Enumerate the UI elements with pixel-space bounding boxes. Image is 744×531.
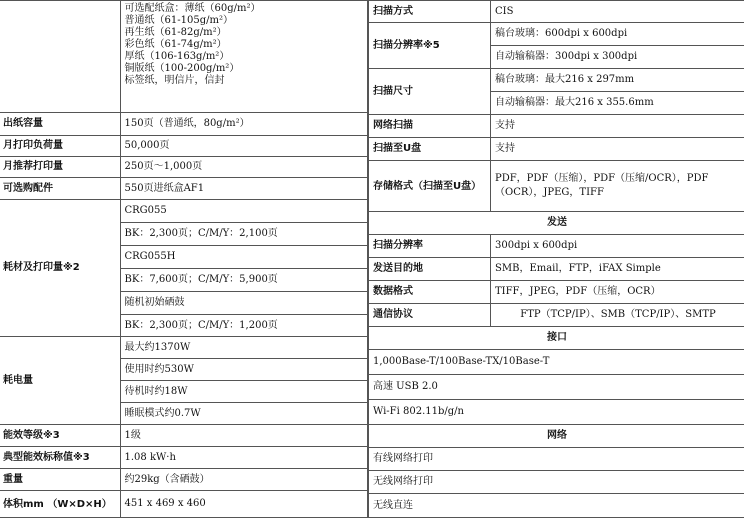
spec-row	[0, 113, 367, 136]
spec-value: PDF，PDF（压缩），PDF（压缩/OCR），PDF（OCR），JPEG，TIFF	[491, 161, 744, 212]
spec-value: 约29kg（含硒鼓）	[120, 469, 367, 491]
spec-value: SMB，Email，FTP，iFAX Simple	[491, 258, 744, 281]
spec-key: 扫描分辨率	[369, 235, 491, 258]
spec-value: 稿台玻璃：最大216 x 297mm	[491, 69, 744, 92]
spec-value: 150页（普通纸，80g/m²）	[120, 113, 367, 136]
spec-row	[369, 115, 744, 138]
spec-value: 最大约1370W	[120, 337, 367, 359]
spec-value: TIFF，JPEG，PDF（压缩，OCR）	[491, 281, 744, 304]
paper-line: 彩色纸（61-74g/m²）	[124, 39, 227, 50]
paper-line: 可选配纸盒：薄纸（60g/m²）	[124, 3, 261, 14]
spec-value: 250页～1,000页	[120, 157, 367, 178]
spec-value: 睡眠模式约0.7W	[120, 403, 367, 425]
spec-key: 体积mm （W×D×H）	[0, 491, 120, 518]
spec-value: 1级	[120, 425, 367, 447]
spec-value: CRG055H	[120, 246, 367, 269]
paper-line: 铜版纸（100-200g/m²）	[124, 63, 240, 74]
spec-key: 出纸容量	[0, 113, 120, 136]
spec-row	[0, 425, 367, 447]
spec-key: 存储格式（扫描至U盘）	[369, 161, 491, 212]
spec-key: 网络扫描	[369, 115, 491, 138]
spec-key: 发送目的地	[369, 258, 491, 281]
spec-row	[369, 161, 744, 212]
spec-row	[369, 235, 744, 258]
section-network	[369, 425, 744, 448]
spec-value: 451 x 469 x 460	[120, 491, 367, 518]
paper-types-cell	[120, 1, 367, 113]
spec-value: 自动输稿器：最大216 x 355.6mm	[491, 92, 744, 115]
spec-value: 1.08 kW·h	[120, 447, 367, 469]
spec-row	[0, 447, 367, 469]
port-item: Wi-Fi 802.11b/g/n	[369, 400, 744, 425]
spec-row	[0, 157, 367, 178]
spec-value: 550页进纸盒AF1	[120, 178, 367, 200]
spec-row	[369, 304, 744, 327]
spec-key: 耗材及打印量※2	[0, 200, 120, 337]
spec-row	[369, 281, 744, 304]
paper-line: 标签纸，明信片，信封	[124, 75, 225, 86]
spec-row	[0, 469, 367, 491]
port-item: 高速 USB 2.0	[369, 375, 744, 400]
spec-value: 稿台玻璃：600dpi x 600dpi	[491, 23, 744, 46]
spec-value: 随机初始硒鼓	[120, 292, 367, 315]
power-row	[0, 337, 367, 359]
network-item: 有线网络打印	[369, 448, 744, 471]
spec-key: 可选购配件	[0, 178, 120, 200]
spec-key: 月打印负荷量	[0, 136, 120, 157]
section-title: 接口	[369, 327, 744, 350]
spec-value: 自动输稿器：300dpi x 300dpi	[491, 46, 744, 69]
section-send	[369, 212, 744, 235]
spec-value: CRG055	[120, 200, 367, 223]
spec-value: CIS	[491, 1, 744, 23]
spec-value: 支持	[491, 115, 744, 138]
spec-value: BK：2,300页；C/M/Y：2,100页	[120, 223, 367, 246]
left-spec-table	[0, 0, 368, 518]
paper-types-row	[0, 1, 367, 113]
spec-row	[369, 138, 744, 161]
paper-line: 再生纸（61-82g/m²）	[124, 27, 227, 38]
spec-value: FTP（TCP/IP）、SMB（TCP/IP）、SMTP	[491, 304, 744, 327]
spec-value: 支持	[491, 138, 744, 161]
spec-key: 能效等级※3	[0, 425, 120, 447]
paper-line: 厚纸（106-163g/m²）	[124, 51, 230, 62]
port-item: 1,000Base-T/100Base-TX/10Base-T	[369, 350, 744, 375]
spec-key: 通信协议	[369, 304, 491, 327]
spec-key: 扫描方式	[369, 1, 491, 23]
spec-value: 待机时约18W	[120, 381, 367, 403]
network-item: 无线直连	[369, 494, 744, 518]
spec-value: 300dpi x 600dpi	[491, 235, 744, 258]
spec-key: 扫描分辨率※5	[369, 23, 491, 69]
section-title: 发送	[369, 212, 744, 235]
spec-row	[0, 491, 367, 518]
spec-value: 50,000页	[120, 136, 367, 157]
spec-row	[369, 258, 744, 281]
spec-key: 数据格式	[369, 281, 491, 304]
spec-row	[0, 136, 367, 157]
spec-key: 重量	[0, 469, 120, 491]
scan-size-row	[369, 69, 744, 92]
spec-row	[369, 1, 744, 23]
spec-key: 扫描至U盘	[369, 138, 491, 161]
spec-value: BK：7,600页；C/M/Y：5,900页	[120, 269, 367, 292]
spec-key: 典型能效标称值※3	[0, 447, 120, 469]
spec-key: 耗电量	[0, 337, 120, 425]
section-title: 网络	[369, 425, 744, 448]
section-ports	[369, 327, 744, 350]
paper-line: 普通纸（61-105g/m²）	[124, 15, 233, 26]
right-spec-table	[368, 0, 744, 518]
consumables-row	[0, 200, 367, 223]
spec-key: 月推荐打印量	[0, 157, 120, 178]
scan-res-row	[369, 23, 744, 46]
spec-key: 扫描尺寸	[369, 69, 491, 115]
spec-value: 使用时约530W	[120, 359, 367, 381]
spec-value: BK：2,300页；C/M/Y：1,200页	[120, 315, 367, 337]
spec-row	[0, 178, 367, 200]
network-item: 无线网络打印	[369, 471, 744, 494]
